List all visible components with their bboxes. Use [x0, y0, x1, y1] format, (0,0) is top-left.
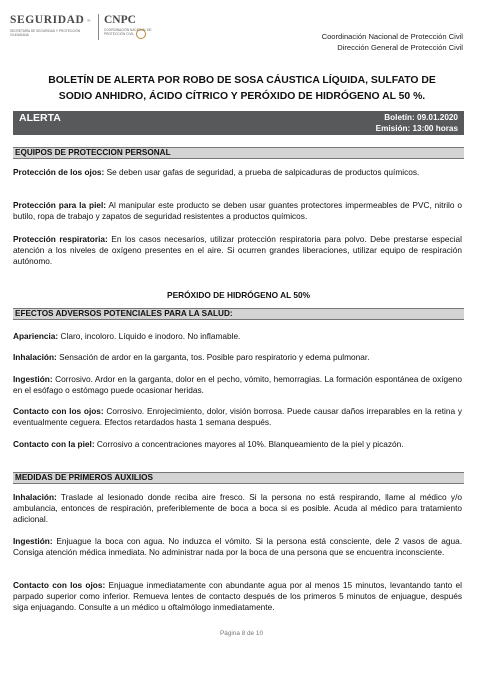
page-header [0, 0, 483, 62]
emission-time: Emisión: 13:00 horas [375, 124, 458, 133]
org-line-1: Coordinación Nacional de Protección Civil [321, 32, 463, 41]
organization-block [322, 31, 463, 53]
paragraph-ingestion-effects [13, 374, 462, 396]
paragraph-label: Ingestión: [13, 374, 53, 384]
paragraph-label: Contacto con los ojos: [13, 406, 104, 416]
paragraph-inhalation-effects [13, 352, 462, 363]
seguridad-logo-text: SEGURIDAD [10, 14, 85, 26]
paragraph-first-aid-eye-contact [13, 580, 462, 613]
seguridad-logo-subtext: SECRETARÍA DE SEGURIDAD Y PROTECCIÓN CIUDADANA [10, 29, 81, 37]
paragraph-label: Protección respiratoria: [13, 234, 108, 244]
section-heading-adverse-effects: EFECTOS ADVERSOS POTENCIALES PARA LA SALUD: [13, 308, 464, 320]
paragraph-label: Contacto con los ojos: [13, 580, 106, 590]
page-number: Página 8 de 10 [220, 630, 263, 637]
seguridad-logo [10, 14, 92, 37]
eagle-emblem-icon [87, 15, 91, 26]
paragraph-text: Enjuague inmediatamente con abundante agua por al menos 15 minutos, levantando tanto el parpado superior como inferior. Remueva lentes de contacto después de los primeros 5 minutos de enjuague, después siga enjuagando. Consulte a un médico u oftalmólogo inmediatamente. [13, 580, 462, 612]
cnpc-logo [104, 14, 156, 36]
paragraph-label: Protección para la piel: [13, 200, 107, 210]
alert-label: ALERTA [19, 112, 61, 124]
bulletin-number: Boletín: 09.01.2020 [384, 113, 458, 122]
cnpc-logo-text: CNPC [104, 14, 136, 26]
paragraph-text: En los casos necesarios, utilizar protección respiratoria para polvo. Debe prestarse especial atención a los niveles de oxígeno presentes en el aire. Si ocurren grandes liberaciones, utilizar equipo de respiración autónomo. [13, 234, 462, 266]
paragraph-text: Claro, incoloro. Líquido e inodoro. No inflamable. [58, 331, 241, 341]
paragraph-text: Corrosivo. Ardor en la garganta, dolor en el pecho, vómito, hemorragias. La formación espontánea de oxígeno en el esófago o estómago puede ocasionar heridas. [13, 374, 462, 395]
paragraph-skin-contact-effects [13, 439, 462, 450]
cnpc-logo-subtext: COORDINACIÓN NACIONAL DE PROTECCIÓN CIVIL [104, 28, 152, 36]
section-heading-epp: EQUIPOS DE PROTECCION PERSONAL [13, 147, 464, 159]
paragraph-text: Corrosivo a concentraciones mayores al 10%. Blanqueamiento de la piel y picazón. [94, 439, 404, 449]
paragraph-text: Traslade al lesionado donde reciba aire fresco. Si la persona no está respirando, llame al médico y/o ambulancia, entonces de respiración, preferiblemente de boca a boca si es posible. Acuda al médico para tratamiento adicional. [13, 492, 462, 524]
alert-meta [376, 112, 458, 134]
paragraph-eye-contact-effects [13, 406, 462, 428]
paragraph-label: Inhalación: [13, 352, 57, 362]
paragraph-eye-protection [13, 167, 462, 178]
paragraph-label: Inhalación: [13, 492, 57, 502]
paragraph-text: Se deben usar gafas de seguridad, a prueba de salpicaduras de productos químicos. [104, 167, 420, 177]
paragraph-text: Al manipular este producto se deben usar guantes protectores impermeables de PVC, nitrilo o butilo, ropa de trabajo y zapatos de seguridad resistentes a productos químicos. [13, 200, 462, 221]
paragraph-label: Protección de los ojos: [13, 167, 105, 177]
bulletin-title: BOLETÍN DE ALERTA POR ROBO DE SOSA CÁUSTICA LÍQUIDA, SULFATO DE SODIO ANHIDRO, ÁCIDO CÍTRICO Y PERÓXIDO DE HIDRÓGENO AL 50 %. [48, 75, 436, 102]
alert-bar [13, 111, 464, 135]
paragraph-text: Enjuague la boca con agua. No induzca el vómito. Si la persona está consciente, dele 2 vasos de agua. Consiga atención médica inmediata. No administrar nada por la boca de una persona que se encuentra inconsciente. [13, 536, 462, 557]
cnpc-emblem-icon [136, 29, 146, 39]
logo-divider [98, 14, 99, 40]
paragraph-appearance [13, 331, 462, 342]
paragraph-label: Contacto con la piel: [13, 439, 95, 449]
paragraph-label: Apariencia: [13, 331, 59, 341]
org-line-2: Dirección General de Protección Civil [337, 43, 463, 52]
paragraph-text: Corrosivo. Enrojecimiento, dolor, visión borrosa. Puede causar daños irreparables en la retina y eventualmente ceguera. Efectos retardados hasta 1 semana después. [13, 406, 462, 427]
paragraph-respiratory-protection [13, 234, 462, 267]
paragraph-skin-protection [13, 200, 462, 222]
section-heading-first-aid: MEDIDAS DE PRIMEROS AUXILIOS [13, 472, 464, 484]
paragraph-first-aid-inhalation [13, 492, 462, 525]
substance-title: PERÓXIDO DE HIDRÓGENO AL 50% [167, 290, 310, 300]
paragraph-label: Ingestión: [13, 536, 53, 546]
paragraph-first-aid-ingestion [13, 536, 462, 558]
paragraph-text: Sensación de ardor en la garganta, tos. Posible paro respiratorio y edema pulmonar. [56, 352, 370, 362]
